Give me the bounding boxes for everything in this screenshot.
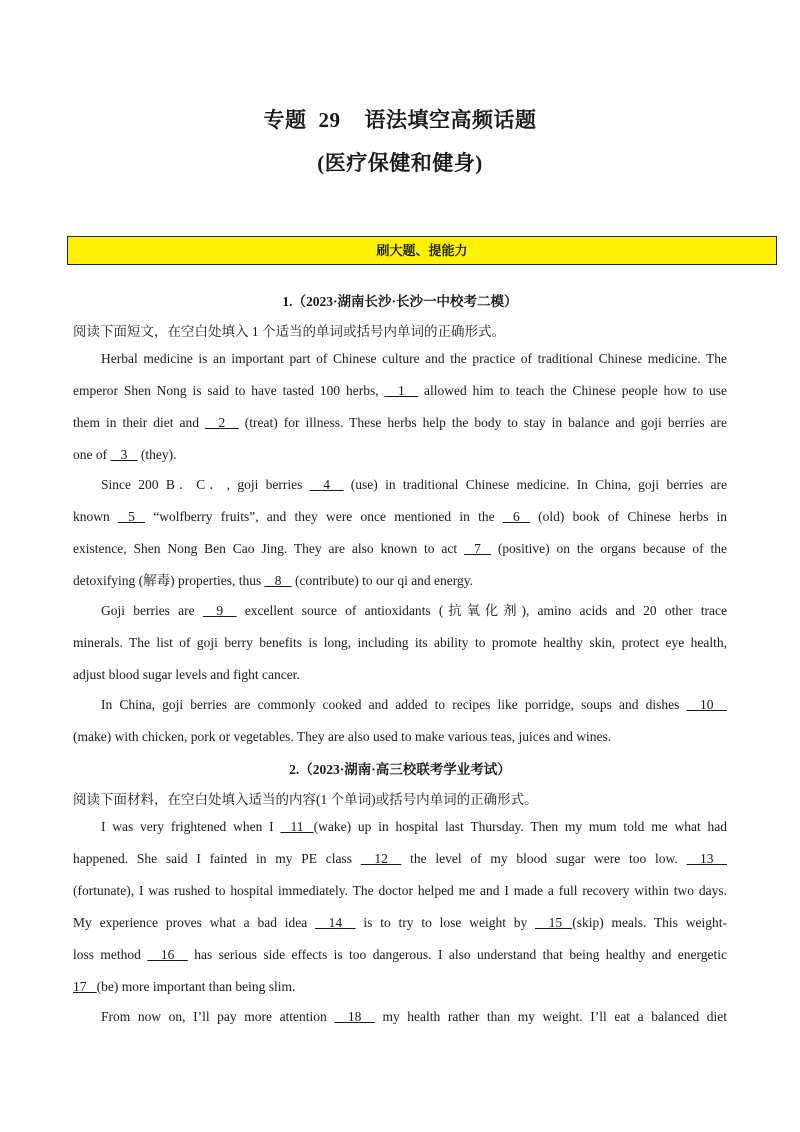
q1-line-6: known 5 “wolfberry fruits”, and they were once mentioned in the 6 (old) book of Chinese herbs in [73, 509, 728, 524]
blank-15[interactable]: 15 [548, 915, 563, 930]
q2-line-2: happened. She said I fainted in my PE class 12 the level of my blood sugar were too low. 13 [73, 850, 727, 868]
title-number: 29 [318, 108, 341, 132]
page-subtitle: (医疗保健和健身) [317, 151, 483, 175]
blank-12[interactable]: 12 [374, 851, 388, 866]
q1-line-8: detoxifying (解毒) properties, thus 8 (contribute) to our qi and energy. [73, 573, 474, 588]
blank-13[interactable]: 13 [700, 851, 714, 866]
q1-line-13: (make) with chicken, pork or vegetables. They are also used to make various teas, juices and wines. [73, 729, 612, 744]
page-title [0, 104, 800, 134]
q1-line-3: them in their diet and 2 (treat) for illness. These herbs help the body to stay in balance and goji berries are [73, 415, 728, 430]
blank-8[interactable]: 8 [274, 573, 282, 588]
question-2-instruction: 阅读下面材料，在空白处填入适当的内容(1 个单词)或括号内单词的正确形式。 [73, 792, 538, 807]
blank-4[interactable]: 4 [323, 477, 330, 492]
blank-5[interactable]: 5 [128, 509, 135, 524]
blank-18[interactable]: 18 [347, 1009, 362, 1024]
q1-line-9: Goji berries are 9 excellent source of antioxidants (抗氧化剂), amino acids and 20 other trace [101, 603, 728, 618]
blank-3[interactable]: 3 [120, 447, 128, 462]
q2-line-1: I was very frightened when I 11 (wake) up in hospital last Thursday. Then my mum told me what had [101, 819, 728, 834]
blank-14[interactable]: 14 [328, 915, 343, 930]
q2-line-3: (fortunate), I was rushed to hospital immediately. The doctor helped me and I made a full recovery within two days. [73, 883, 727, 898]
q2-line-7: From now on, I’ll pay more attention 18 my health rather than my weight. I’ll eat a balanced diet [101, 1009, 727, 1024]
blank-11[interactable]: 11 [290, 819, 304, 834]
q1-line-1: Herbal medicine is an important part of Chinese culture and the practice of traditional Chinese medicine. The [101, 351, 727, 366]
blank-1[interactable]: 1 [397, 383, 405, 398]
blank-10[interactable]: 10 [700, 697, 714, 712]
q1-line-12: In China, goji berries are commonly cooked and added to recipes like porridge, soups and dishes 10 [101, 696, 727, 714]
title-topic: 语法填空高频话题 [364, 108, 537, 132]
blank-6[interactable]: 6 [513, 509, 520, 524]
blank-16[interactable]: 16 [160, 947, 175, 962]
title-prefix: 专题 [263, 108, 307, 132]
blank-7[interactable]: 7 [474, 541, 481, 556]
q1-line-11: adjust blood sugar levels and fight cancer. [73, 667, 300, 682]
q2-line-5: loss method 16 has serious side effects is too dangerous. I also understand that being healthy and energetic [73, 947, 728, 962]
q1-line-2: emperor Shen Nong is said to have tasted 100 herbs, 1 allowed him to teach the Chinese people how to use [73, 383, 728, 398]
blank-9[interactable]: 9 [216, 603, 224, 618]
question-1-instruction: 阅读下面短文，在空白处填入 1 个适当的单词或括号内单词的正确形式。 [73, 324, 505, 339]
question-1-heading: 1.（2023·湖南长沙·长沙一中校考二模） [282, 294, 518, 309]
section-banner: 刷大题、提能力 [67, 236, 777, 265]
blank-2[interactable]: 2 [218, 415, 226, 430]
q1-line-10: minerals. The list of goji berry benefits is long, including its ability to promote healthy skin, protect eye health, [73, 635, 727, 650]
q2-line-4: My experience proves what a bad idea 14 is to try to lose weight by 15 (skip) meals. This weight- [73, 915, 727, 930]
blank-17[interactable]: 17 [73, 979, 87, 994]
q1-line-4: one of 3 (they). [73, 447, 177, 462]
question-2-heading: 2.（2023·湖南·高三校联考学业考试） [289, 762, 511, 777]
q2-line-6: 17 (be) more important than being slim. [73, 979, 296, 994]
q1-line-7: existence, Shen Nong Ben Cao Jing. They are also known to act 7 (positive) on the organs because of the [73, 541, 728, 556]
q1-line-5: Since 200 B．C．, goji berries 4 (use) in traditional Chinese medicine. In China, goji berries are [101, 477, 728, 492]
